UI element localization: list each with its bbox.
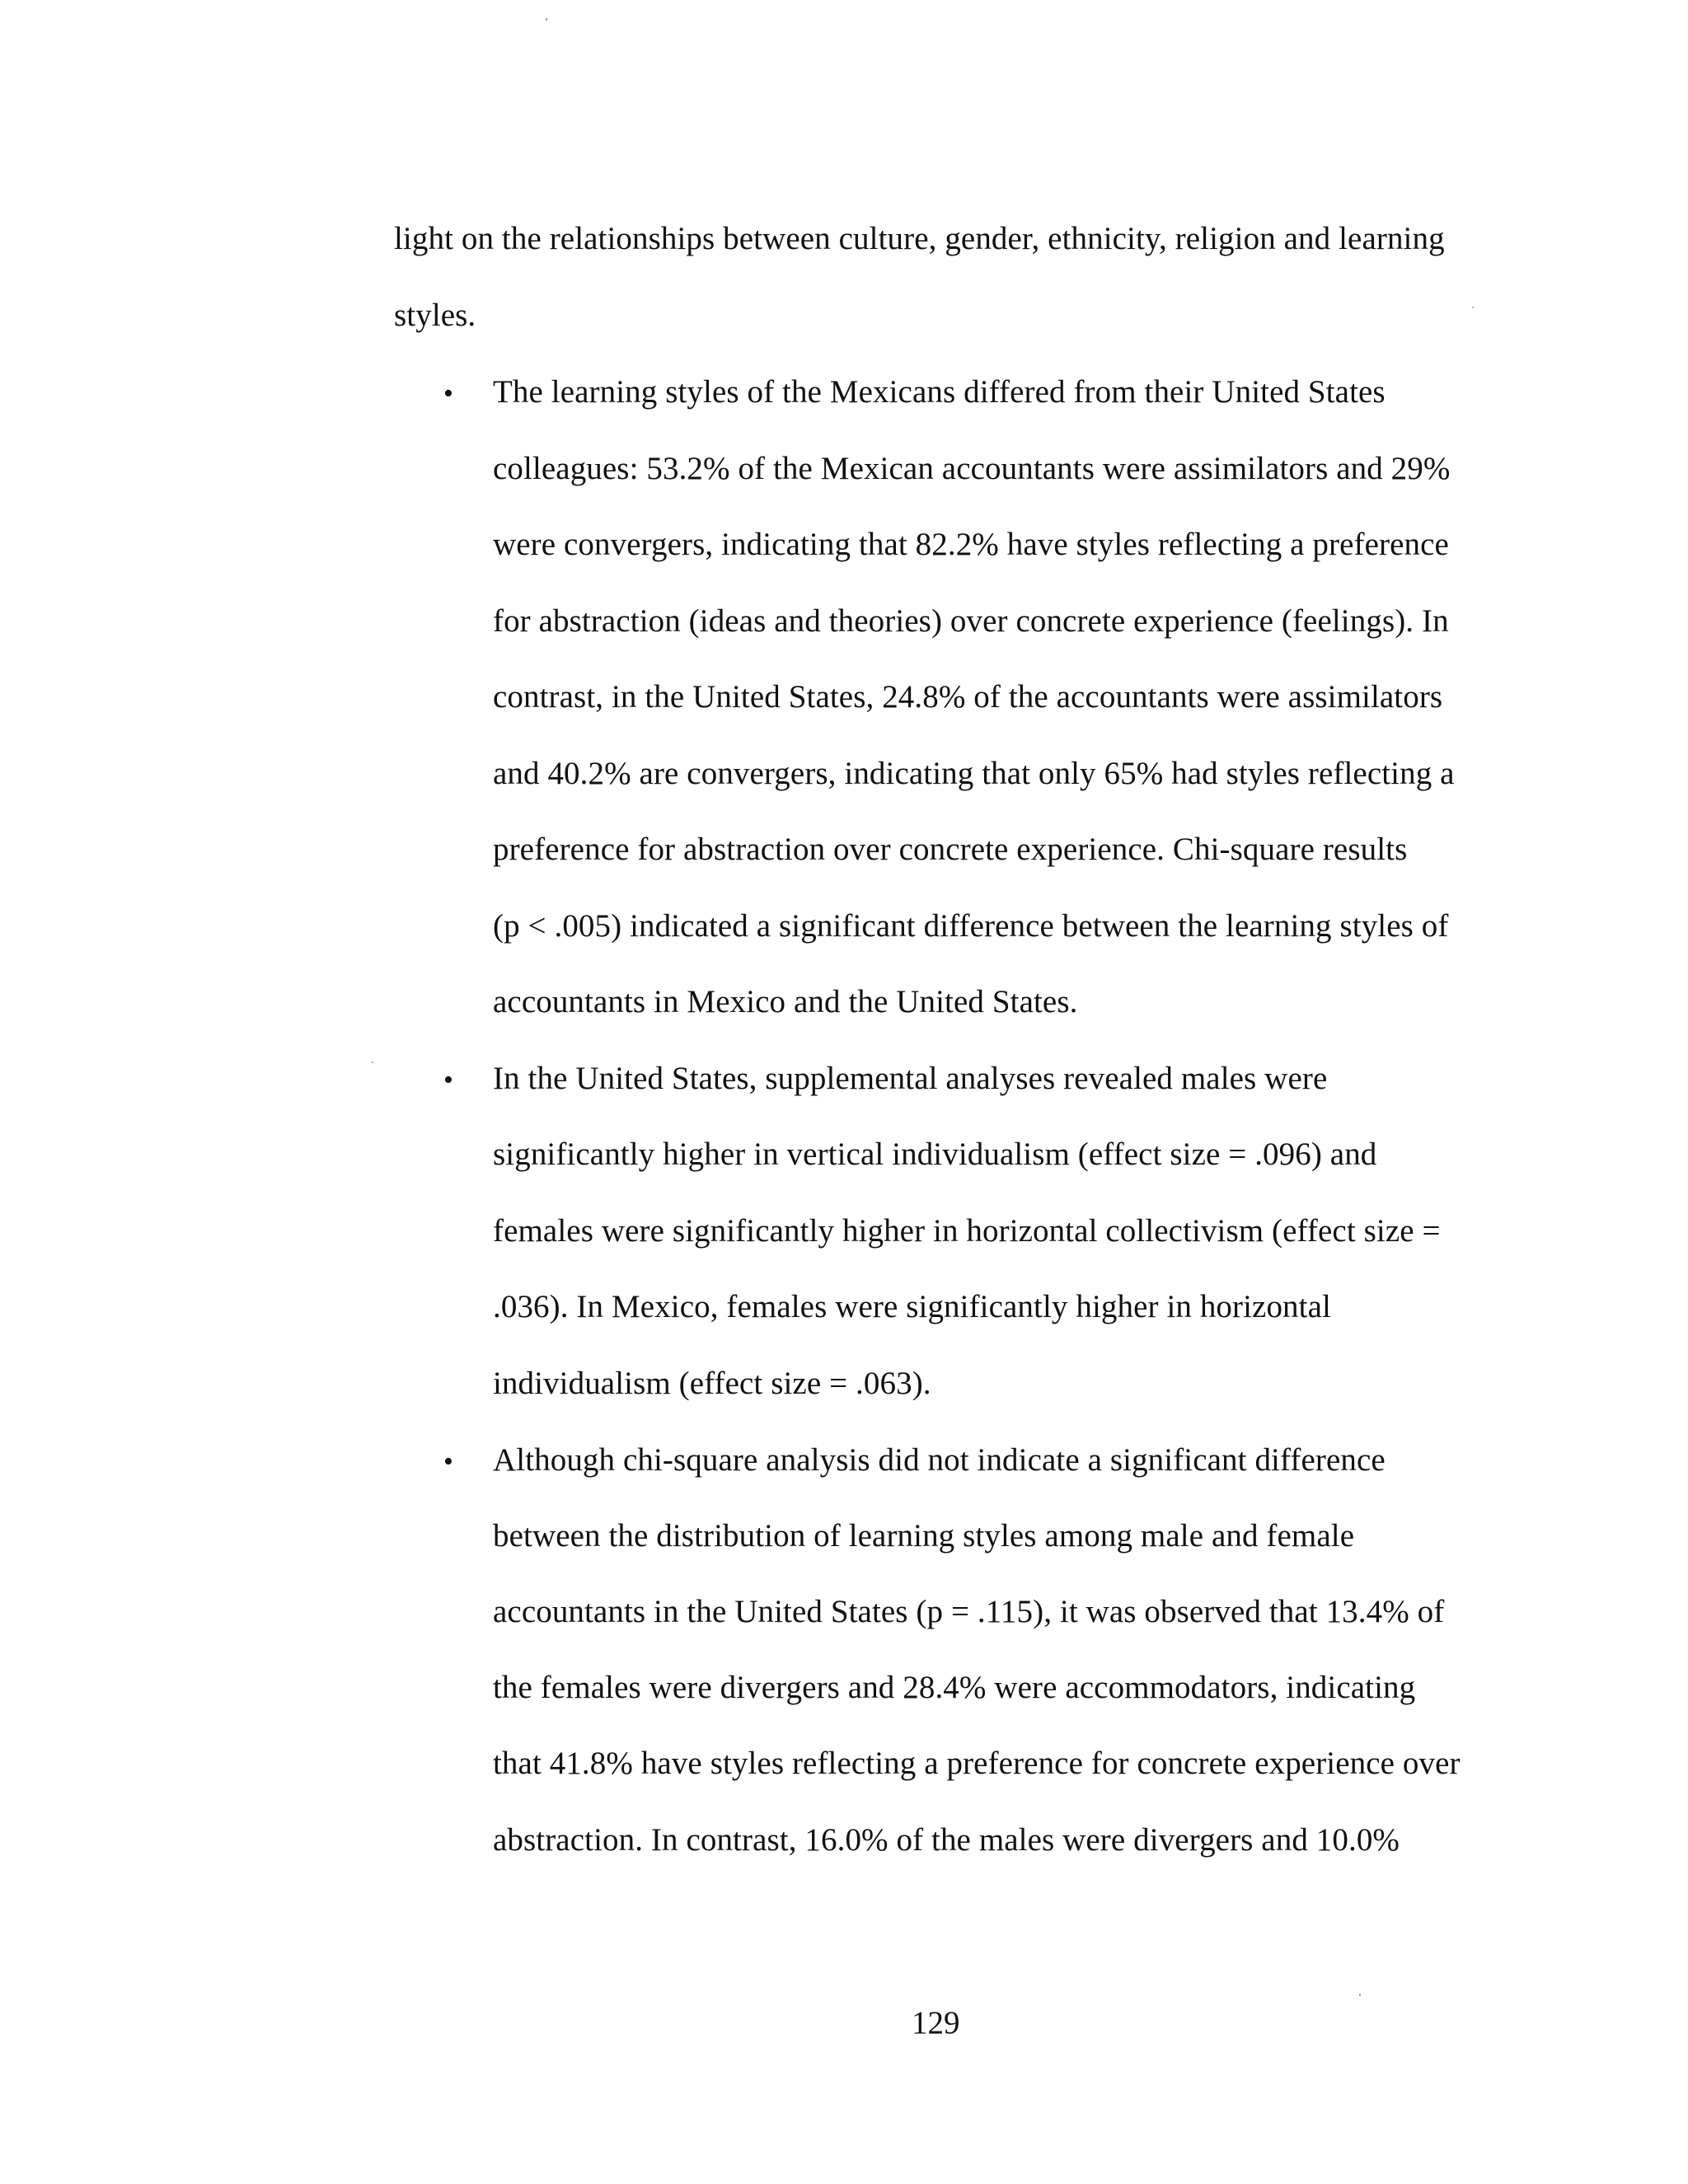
bullet-text-line: between the distribution of learning styles among male and female [493, 1518, 1355, 1554]
bullet-text-line: the females were divergers and 28.4% were accommodators, indicating [493, 1670, 1416, 1705]
bullet-text-line: In the United States, supplemental analyses revealed males were [493, 1061, 1328, 1096]
bullet-text-line: that 41.8% have styles reflecting a preference for concrete experience over [493, 1746, 1461, 1781]
bullet-text-line: The learning styles of the Mexicans differed from their United States [493, 374, 1386, 410]
bullet-text-line: females were significantly higher in horizontal collectivism (effect size = [493, 1213, 1441, 1249]
bullet-text-line: individualism (effect size = .063). [493, 1366, 931, 1401]
page-number: 129 [912, 2005, 960, 2041]
scan-speck [1359, 1994, 1361, 1996]
bullet-text-line: Although chi-square analysis did not indicate a significant difference [493, 1442, 1386, 1478]
bullet-text-line: and 40.2% are convergers, indicating that only 65% had styles reflecting a [493, 756, 1455, 791]
intro-line: light on the relationships between culture, gender, ethnicity, religion and learning [394, 221, 1445, 256]
bullet-text-line: significantly higher in vertical individualism (effect size = .096) and [493, 1137, 1377, 1172]
bullet-text-line: were convergers, indicating that 82.2% have styles reflecting a preference [493, 527, 1449, 562]
bullet-icon: • [443, 1065, 453, 1095]
bullet-text-line: accountants in the United States (p = .115), it was observed that 13.4% of [493, 1594, 1445, 1629]
bullet-icon: • [443, 1446, 453, 1477]
bullet-text-line: contrast, in the United States, 24.8% of the accountants were assimilators [493, 679, 1443, 715]
bullet-text-line: for abstraction (ideas and theories) over concrete experience (feelings). In [493, 603, 1449, 639]
scan-speck [546, 18, 547, 21]
bullet-icon: • [443, 378, 453, 409]
bullet-text-line: abstraction. In contrast, 16.0% of the males were divergers and 10.0% [493, 1822, 1400, 1858]
bullet-text-line: colleagues: 53.2% of the Mexican accountants were assimilators and 29% [493, 451, 1451, 486]
bullet-text-line: .036). In Mexico, females were significantly higher in horizontal [493, 1289, 1331, 1324]
intro-line: styles. [394, 298, 476, 333]
bullet-text-line: preference for abstraction over concrete experience. Chi-square results [493, 832, 1408, 867]
bullet-text-line: accountants in Mexico and the United States. [493, 984, 1078, 1019]
bullet-text-line: (p < .005) indicated a significant difference between the learning styles of [493, 908, 1449, 944]
scan-speck [1472, 307, 1474, 308]
scan-speck [372, 1062, 373, 1063]
